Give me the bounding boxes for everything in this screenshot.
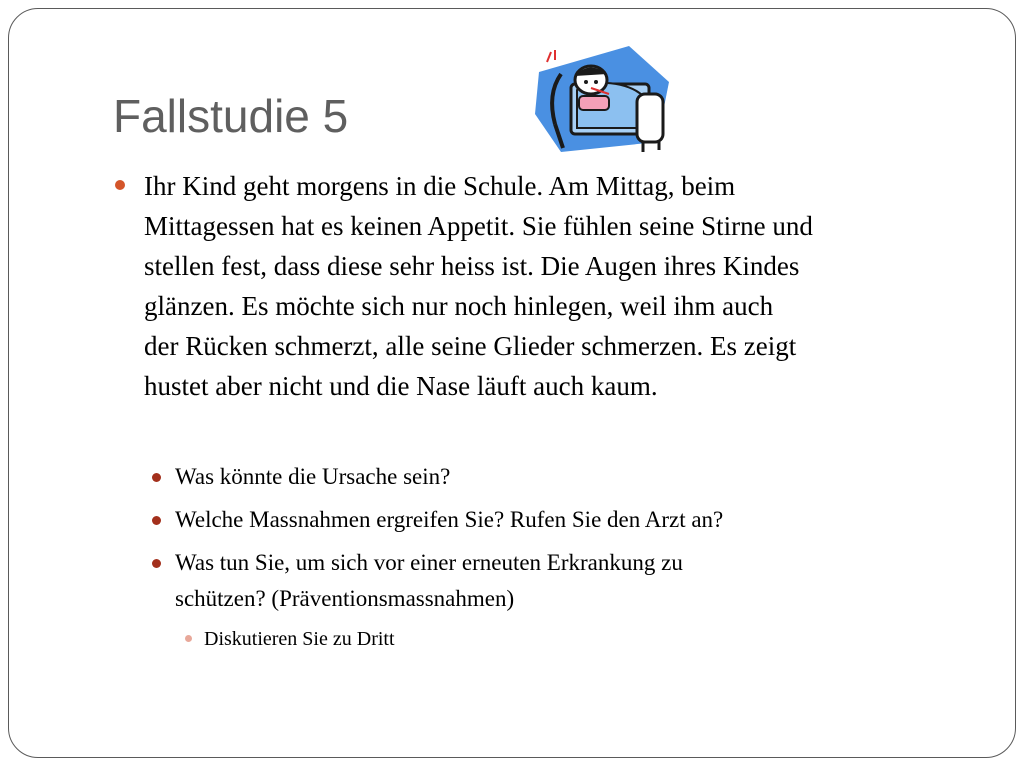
question-line: Was tun Sie, um sich vor einer erneuten Erkrankung zu <box>175 550 683 575</box>
slide-title: Fallstudie 5 <box>113 90 349 142</box>
main-bullet-line: Mittagessen hat es keinen Appetit. Sie fühlen seine Stirne und <box>144 211 813 241</box>
question-line: schützen? (Präventionsmassnahmen) <box>175 586 515 611</box>
question-line: Was könnte die Ursache sein? <box>175 464 451 489</box>
question-item <box>175 502 723 538</box>
sub-bullet-text: Diskutieren Sie zu Dritt <box>204 628 395 650</box>
sick-child-in-bed-icon <box>533 44 673 156</box>
bullet-dot <box>152 516 161 525</box>
sub-bullet-item <box>204 625 395 653</box>
main-bullet-line: stellen fest, dass diese sehr heiss ist. Die Augen ihres Kindes <box>144 251 800 281</box>
main-bullet-text <box>144 166 974 406</box>
bullet-dot <box>152 473 161 482</box>
question-line: Welche Massnahmen ergreifen Sie? Rufen Sie den Arzt an? <box>175 507 724 532</box>
bullet-dot <box>152 559 161 568</box>
main-bullet-line: hustet aber nicht und die Nase läuft auch kaum. <box>144 371 658 401</box>
bullet-dot <box>185 635 192 642</box>
question-item <box>175 545 683 617</box>
main-bullet-line: glänzen. Es möchte sich nur noch hinlegen, weil ihm auch <box>144 291 774 321</box>
main-bullet-line: der Rücken schmerzt, alle seine Glieder schmerzen. Es zeigt <box>144 331 797 361</box>
bullet-dot <box>115 180 125 190</box>
main-bullet-line: Ihr Kind geht morgens in die Schule. Am Mittag, beim <box>144 171 736 201</box>
question-item <box>175 459 450 495</box>
